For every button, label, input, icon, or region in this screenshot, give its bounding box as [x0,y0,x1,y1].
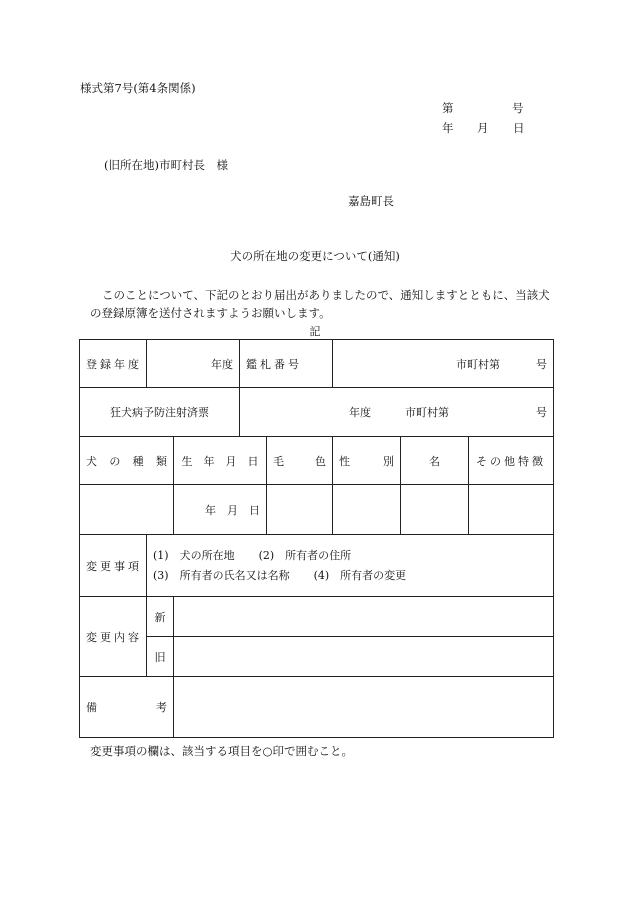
breed-label-char: 種 [132,454,144,468]
new-label: 新 [147,597,174,637]
rabies-label: 狂犬病予防注射済票 [80,388,240,437]
new-content-cell[interactable] [174,597,554,637]
registration-form-table [79,339,554,738]
birth-date-label: 生 年 月 日 [174,437,267,485]
coat-color-label-char: 毛 [273,454,284,468]
addressee: (旧所在地)市町村長 様 [104,158,228,172]
change-content-new-row [80,597,554,637]
change-item-1[interactable]: (1) 犬の所在地 [153,548,235,562]
rabies-city: 市町村第 [405,406,449,419]
tag-no-suffix: 号 [536,357,548,371]
coat-color-value-cell[interactable] [267,485,333,535]
sex-label-char: 別 [383,454,394,468]
birth-date-units: 年 月 日 [205,503,260,517]
document-title: 犬の所在地の変更について(通知) [230,249,400,263]
tag-number-label: 鑑札番号 [240,340,333,388]
rabies-year: 年度 [349,406,371,419]
date-month-label: 月 [477,121,489,135]
birth-date-value-cell[interactable] [174,485,267,535]
old-content-cell[interactable] [174,637,554,677]
rabies-cell[interactable] [240,388,554,437]
old-label: 旧 [147,637,174,677]
other-features-value-cell[interactable] [469,485,554,535]
body-text: このことについて、下記のとおり届出がありましたので、通知しますとともに、当該犬の登録原簿を送付されますようお願いします。 [90,288,550,320]
remarks-cell[interactable] [174,677,554,738]
sex-value-cell[interactable] [333,485,401,535]
tag-number-cell[interactable] [333,340,554,388]
remarks-label-char: 備 [86,701,97,714]
ki-heading: 記 [309,325,321,338]
registration-row [80,340,554,388]
breed-label-char: 犬 [86,454,97,468]
breed-label [80,437,174,485]
remarks-row [80,677,554,738]
breed-label-char: 類 [155,454,167,468]
document-number-suffix: 号 [512,101,524,115]
rabies-no-suffix: 号 [536,406,548,419]
other-features-label: その他特徴 [469,437,554,485]
breed-label-char: の [109,454,121,468]
change-items-label: 変更事項 [80,535,147,597]
breed-value-cell[interactable] [80,485,174,535]
document-number-prefix: 第 [442,101,454,115]
tag-city: 市町村第 [456,357,500,371]
change-item-2[interactable]: (2) 所有者の住所 [258,548,352,562]
change-item-4[interactable]: (4) 所有者の変更 [313,568,407,582]
sex-label [333,437,401,485]
date-year-label: 年 [442,121,454,135]
dog-name-value-cell[interactable] [401,485,469,535]
remarks-label [80,677,174,738]
date-day-label: 日 [513,121,525,135]
sex-label-char: 性 [339,454,350,468]
dog-info-value-row [80,485,554,535]
change-items-cell[interactable] [147,535,554,597]
footnote: 変更事項の欄は、該当する項目を○印で囲むこと。 [90,744,354,758]
reg-year-label: 登録年度 [80,340,147,388]
remarks-label-char: 考 [156,701,167,714]
change-items-row [80,535,554,597]
change-item-3[interactable]: (3) 所有者の氏名又は名称 [153,568,290,582]
change-content-label: 変更内容 [80,597,147,677]
change-content-old-row [80,637,554,677]
sender: 嘉島町長 [348,194,394,208]
form-number: 様式第7号(第4条関係) [80,81,196,95]
rabies-row [80,388,554,437]
dog-name-label: 名 [401,437,469,485]
coat-color-label-char: 色 [315,454,326,468]
reg-year-cell[interactable] [147,340,240,388]
reg-year-unit: 年度 [211,357,233,371]
dog-info-header-row [80,437,554,485]
coat-color-label [267,437,333,485]
